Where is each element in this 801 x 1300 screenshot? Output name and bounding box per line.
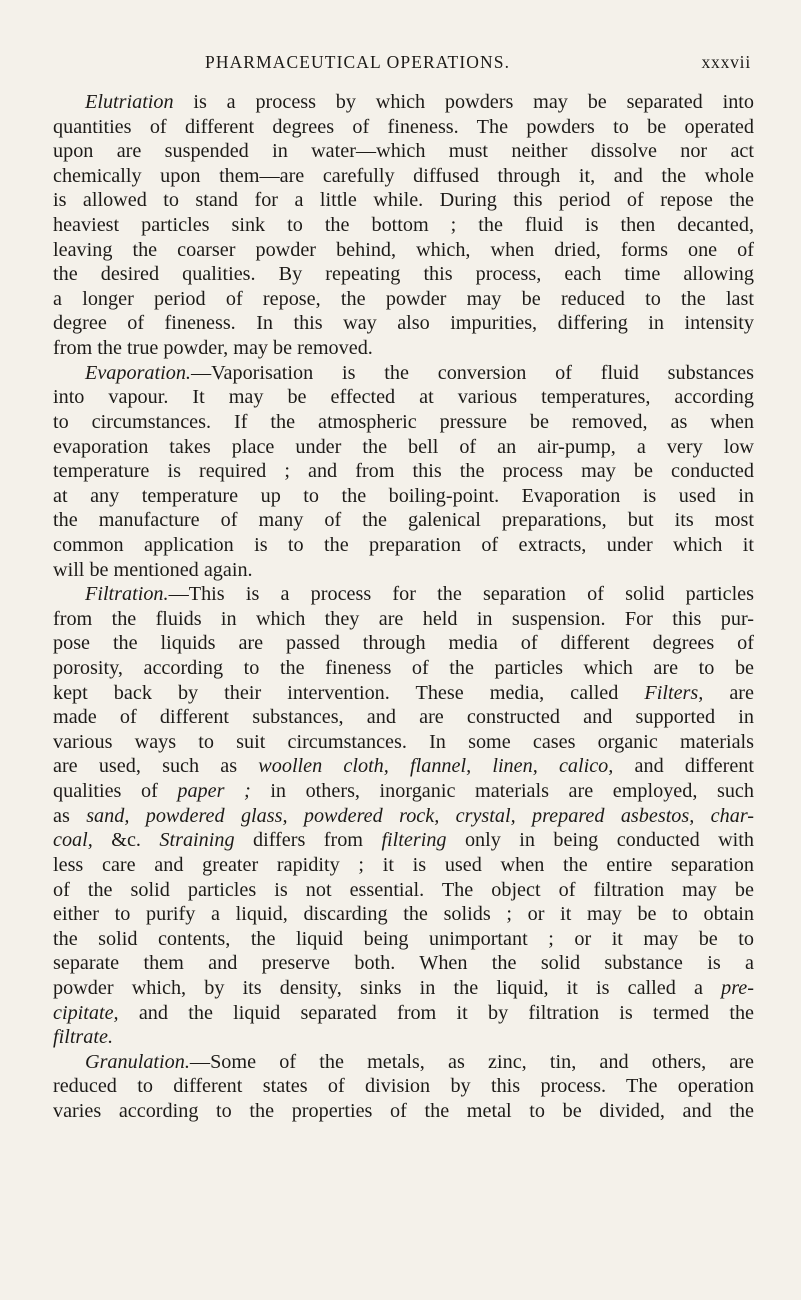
text-line [53, 385, 754, 410]
italic-text-segment: Straining [159, 829, 235, 852]
text-line [53, 951, 754, 976]
text-segment: common application is to the preparation of extracts, under which it [53, 533, 754, 556]
text-line [53, 188, 754, 213]
text-segment: are [703, 681, 754, 704]
text-segment: are used, such as [53, 755, 259, 778]
text-line [53, 730, 754, 755]
text-segment: quantities of different degrees of fineness. The powders to be operated [53, 115, 754, 138]
text-line [53, 90, 754, 115]
text-line [53, 828, 754, 853]
text-segment: leaving the coarser powder behind, which, when dried, forms one of [53, 238, 754, 261]
text-line [53, 139, 754, 164]
text-line [53, 779, 754, 804]
text-segment: varies according to the properties of the metal to be divided, and the [53, 1099, 754, 1122]
text-segment: differs from [234, 829, 382, 852]
text-line [53, 582, 754, 607]
text-line [53, 213, 754, 238]
text-line [53, 484, 754, 509]
italic-text-segment: woollen cloth, flannel, linen, calico, [258, 755, 614, 778]
body-text [53, 90, 754, 1124]
text-segment: into vapour. It may be effected at various temperatures, according [53, 386, 754, 409]
text-segment: porosity, according to the fineness of the particles which are to be [53, 657, 754, 680]
text-line [53, 754, 754, 779]
text-segment: degree of fineness. In this way also impurities, differing in intensity [53, 312, 754, 335]
text-segment: as [53, 804, 87, 827]
running-head [0, 52, 801, 76]
text-segment: qualities of [53, 780, 178, 803]
text-line [53, 705, 754, 730]
text-segment: —Vaporisation is the conversion of fluid substances [190, 361, 754, 384]
text-segment: from the true powder, may be removed. [53, 337, 373, 360]
text-segment: the manufacture of many of the galenical preparations, but its most [53, 509, 754, 532]
text-segment: is allowed to stand for a little while. During this period of repose the [53, 189, 754, 212]
text-segment: kept back by their intervention. These media, called [53, 681, 645, 704]
text-segment: is a process by which powders may be separated into [173, 91, 754, 113]
italic-text-segment: filtrate. [53, 1026, 114, 1049]
text-line [53, 435, 754, 460]
text-segment: of the solid particles is not essential. The object of filtration may be [53, 878, 754, 901]
text-segment: separate them and preserve both. When the solid substance is a [53, 952, 754, 975]
italic-text-segment: Filters, [644, 681, 704, 704]
text-segment: will be mentioned again. [53, 558, 253, 581]
text-line [53, 336, 754, 361]
text-segment: evaporation takes place under the bell of an air-pump, a very low [53, 435, 754, 458]
text-line [53, 238, 754, 263]
italic-text-segment: Granulation. [85, 1050, 190, 1073]
text-segment: powder which, by its density, sinks in the liquid, it is called a [53, 976, 722, 999]
text-segment: reduced to different states of division by this process. The operation [53, 1075, 754, 1098]
text-segment: &c. [92, 829, 160, 852]
italic-text-segment: Evaporation. [85, 361, 191, 384]
text-line [53, 1001, 754, 1026]
text-segment: heaviest particles sink to the bottom ; the fluid is then decanted, [53, 214, 754, 237]
text-line [53, 1025, 754, 1050]
text-line [53, 631, 754, 656]
text-segment: temperature is required ; and from this the process may be conducted [53, 460, 754, 483]
text-line [53, 459, 754, 484]
text-segment: made of different substances, and are constructed and supported in [53, 706, 754, 729]
running-title: PHARMACEUTICAL OPERATIONS. [205, 52, 511, 72]
text-line [53, 558, 754, 583]
text-segment: pose the liquids are passed through media of different degrees of [53, 632, 754, 655]
text-segment: to circumstances. If the atmospheric pressure be removed, as when [53, 410, 754, 433]
italic-text-segment: paper ; [177, 780, 251, 803]
text-segment: chemically upon them—are carefully diffused through it, and the whole [53, 164, 754, 187]
text-segment: either to purify a liquid, discarding the solids ; or it may be to obtain [53, 903, 754, 926]
text-line [53, 804, 754, 829]
text-line [53, 262, 754, 287]
text-line [53, 976, 754, 1001]
text-line [53, 853, 754, 878]
page-number: xxxvii [701, 52, 751, 72]
italic-text-segment: pre- [721, 976, 754, 999]
text-line [53, 508, 754, 533]
text-line [53, 902, 754, 927]
text-segment: less care and greater rapidity ; it is used when the entire separation [53, 853, 754, 876]
text-segment: upon are suspended in water—which must neither dissolve nor act [53, 140, 754, 163]
italic-text-segment: cipitate, [53, 1001, 119, 1024]
text-line [53, 607, 754, 632]
text-segment: in others, inorganic materials are employed, such [250, 780, 754, 803]
text-line [53, 656, 754, 681]
text-segment: at any temperature up to the boiling-point. Evaporation is used in [53, 484, 754, 507]
text-line [53, 533, 754, 558]
text-line [53, 878, 754, 903]
text-line [53, 164, 754, 189]
text-line [53, 287, 754, 312]
text-line [53, 115, 754, 140]
text-segment: a longer period of repose, the powder may be reduced to the last [53, 287, 754, 310]
text-line [53, 361, 754, 386]
text-segment: various ways to suit circumstances. In some cases organic materials [53, 730, 754, 753]
text-line [53, 927, 754, 952]
text-segment: from the fluids in which they are held in suspension. For this pur- [53, 607, 754, 630]
text-line [53, 311, 754, 336]
text-line [53, 410, 754, 435]
text-segment: only in being conducted with [446, 829, 754, 852]
italic-text-segment: Filtration. [85, 583, 169, 606]
text-segment: the desired qualities. By repeating this process, each time allowing [53, 263, 754, 286]
italic-text-segment: coal, [53, 829, 93, 852]
text-line [53, 1074, 754, 1099]
italic-text-segment: sand, powdered glass, powdered rock, crystal, prepared asbestos, char- [86, 804, 754, 827]
text-segment: the solid contents, the liquid being unimportant ; or it may be to [53, 927, 754, 950]
text-segment: —Some of the metals, as zinc, tin, and others, are [189, 1050, 754, 1073]
text-line [53, 1099, 754, 1124]
text-line [53, 681, 754, 706]
italic-text-segment: Elutriation [85, 91, 174, 113]
text-line [53, 1050, 754, 1075]
text-segment: —This is a process for the separation of solid particles [168, 583, 754, 606]
text-segment: and the liquid separated from it by filtration is termed the [118, 1001, 754, 1024]
italic-text-segment: filtering [381, 829, 447, 852]
text-segment: and different [613, 755, 754, 778]
